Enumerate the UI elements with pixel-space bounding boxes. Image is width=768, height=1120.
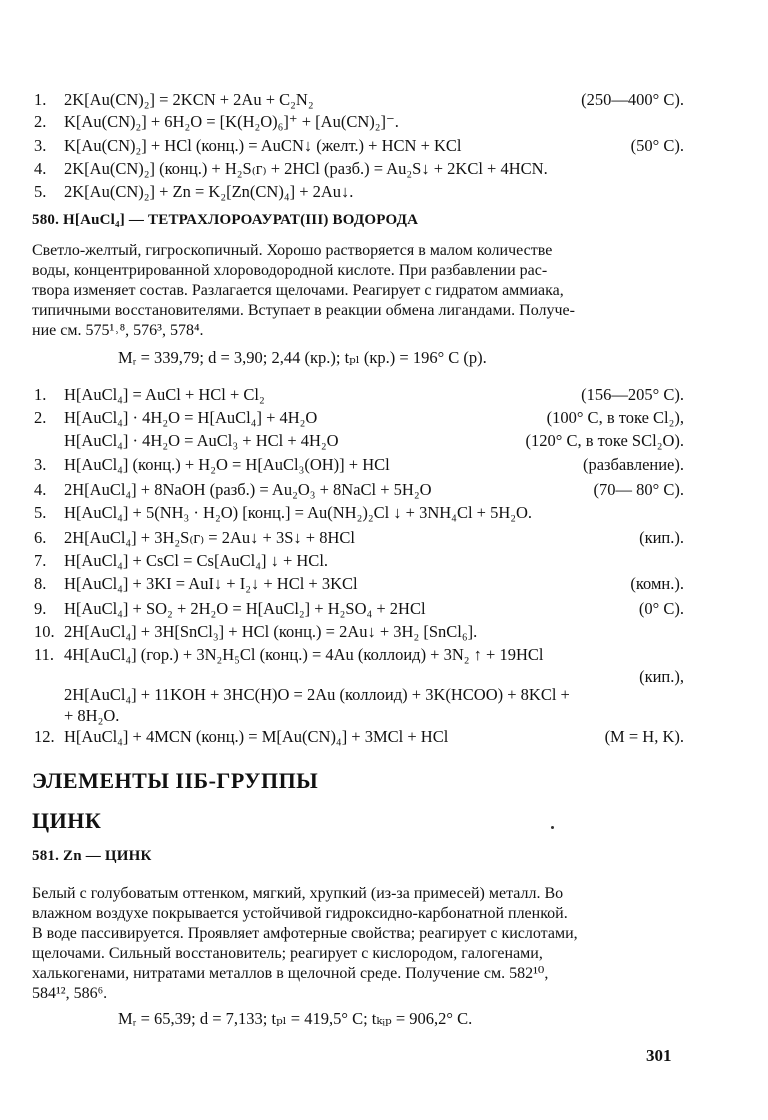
reaction-line: 2. K[Au(CN)₂] + 6H₂O = [K(H₂O)₆]⁺ + [Au(CN)₂]⁻. bbox=[34, 112, 399, 131]
reaction-line: 2. H[AuCl₄] · 4H₂O = H[AuCl₄] + 4H₂O (100° C, в токе Cl₂), bbox=[34, 408, 684, 427]
heading-group: ЭЛЕМЕНТЫ IIБ-ГРУППЫ bbox=[32, 768, 319, 793]
description-line: Светло-желтый, гигроскопичный. Хорошо растворяется в малом количестве bbox=[32, 242, 553, 259]
reaction-line: 10. 2H[AuCl₄] + 3H[SnCl₃] + HCl (конц.) = 2Au↓ + 3H₂ [SnCl₆]. bbox=[34, 622, 478, 641]
section-title-580: 580. H[AuCl₄] — ТЕТРАХЛОРОАУРАТ(III) ВОДОРОДА bbox=[32, 212, 419, 228]
reaction-line: 4. 2K[Au(CN)₂] (конц.) + H₂S₍г₎ + 2HCl (разб.) = Au₂S↓ + 2KCl + 4HCN. bbox=[34, 159, 548, 178]
speck-mark bbox=[551, 826, 554, 829]
description-line: 584¹², 586⁶. bbox=[32, 985, 108, 1002]
description-line: Белый с голубоватым оттенком, мягкий, хрупкий (из-за примесей) металл. Во bbox=[32, 885, 564, 902]
reaction-line: 7. H[AuCl₄] + CsCl = Cs[AuCl₄] ↓ + HCl. bbox=[34, 551, 329, 570]
description-line: В воде пассивируется. Проявляет амфотерные свойства; реагирует с кислотами, bbox=[32, 925, 578, 942]
section-580-description bbox=[32, 241, 672, 341]
page-number: 301 bbox=[646, 1046, 672, 1065]
description-line: щелочами. Сильный восстановитель; реагирует с кислородом, галогенами, bbox=[32, 945, 543, 962]
description-line: типичными восстановителями. Вступает в реакции обмена лигандами. Получе- bbox=[32, 302, 575, 319]
description-line: воды, концентрированной хлороводородной кислоте. При разбавлении рас- bbox=[32, 262, 548, 279]
description-line: халькогенами, нитратами металлов в щелочной среде. Получение см. 582¹⁰, bbox=[32, 965, 549, 982]
section-581-properties: Mᵣ = 65,39; d = 7,133; tₚₗ = 419,5° C; tₖᵢₚ = 906,2° C. bbox=[118, 1009, 473, 1028]
reaction-line: 9. H[AuCl₄] + SO₂ + 2H₂O = H[AuCl₂] + H₂SO₄ + 2HCl (0° C). bbox=[34, 599, 684, 618]
section-581-description bbox=[32, 884, 672, 1004]
reaction-line: + 8H₂O. bbox=[64, 706, 120, 725]
reaction-line: 3. K[Au(CN)₂] + HCl (конц.) = AuCN↓ (желт.) + HCN + KCl (50° C). bbox=[34, 136, 684, 155]
reaction-line: 1. 2K[Au(CN)₂] = 2KCN + 2Au + C₂N₂ (250—400° C). bbox=[34, 90, 684, 109]
reaction-line: 6. 2H[AuCl₄] + 3H₂S₍г₎ = 2Au↓ + 3S↓ + 8HCl (кип.). bbox=[34, 528, 684, 547]
reaction-line: 2H[AuCl₄] + 11KOH + 3HC(H)O = 2Au (коллоид) + 3K(HCOO) + 8KCl + bbox=[64, 685, 570, 704]
description-line: твора изменяет состав. Разлагается щелочами. Реагирует с гидратом аммиака, bbox=[32, 282, 564, 299]
section-580-properties: Mᵣ = 339,79; d = 3,90; 2,44 (кр.); tₚₗ (кр.) = 196° C (р). bbox=[118, 348, 487, 367]
reaction-line: 11. 4H[AuCl₄] (гор.) + 3N₂H₅Cl (конц.) = 4Au (коллоид) + 3N₂ ↑ + 19HCl bbox=[34, 645, 544, 664]
reaction-line: 8. H[AuCl₄] + 3KI = AuI↓ + I₂↓ + HCl + 3KCl (комн.). bbox=[34, 574, 684, 593]
section-title-581: 581. Zn — ЦИНК bbox=[32, 848, 152, 864]
reaction-line: 1. H[AuCl₄] = AuCl + HCl + Cl₂ (156—205° C). bbox=[34, 385, 684, 404]
description-line: ние см. 575¹˒⁸, 576³, 578⁴. bbox=[32, 322, 204, 339]
reaction-line: 5. 2K[Au(CN)₂] + Zn = K₂[Zn(CN)₄] + 2Au↓. bbox=[34, 182, 354, 201]
heading-element: ЦИНК bbox=[32, 808, 102, 833]
reaction-line: 3. H[AuCl₄] (конц.) + H₂O = H[AuCl₃(OH)] + HCl (разбавление). bbox=[34, 455, 684, 474]
reaction-line: H[AuCl₄] · 4H₂O = AuCl₃ + HCl + 4H₂O (120° C, в токе SCl₂O). bbox=[64, 431, 684, 450]
reaction-line: 5. H[AuCl₄] + 5(NH₃ · H₂O) [конц.] = Au(NH₂)₂Cl ↓ + 3NH₄Cl + 5H₂O. bbox=[34, 503, 533, 522]
reaction-line: 4. 2H[AuCl₄] + 8NaOH (разб.) = Au₂O₃ + 8NaCl + 5H₂O (70— 80° C). bbox=[34, 480, 684, 499]
reaction-line: 12. H[AuCl₄] + 4MCN (конц.) = M[Au(CN)₄] + 3MCl + HCl (M = H, K). bbox=[34, 727, 684, 746]
reaction-line: (кип.), bbox=[639, 667, 684, 686]
description-line: влажном воздухе покрывается устойчивой гидроксидно-карбонатной пленкой. bbox=[32, 905, 568, 922]
